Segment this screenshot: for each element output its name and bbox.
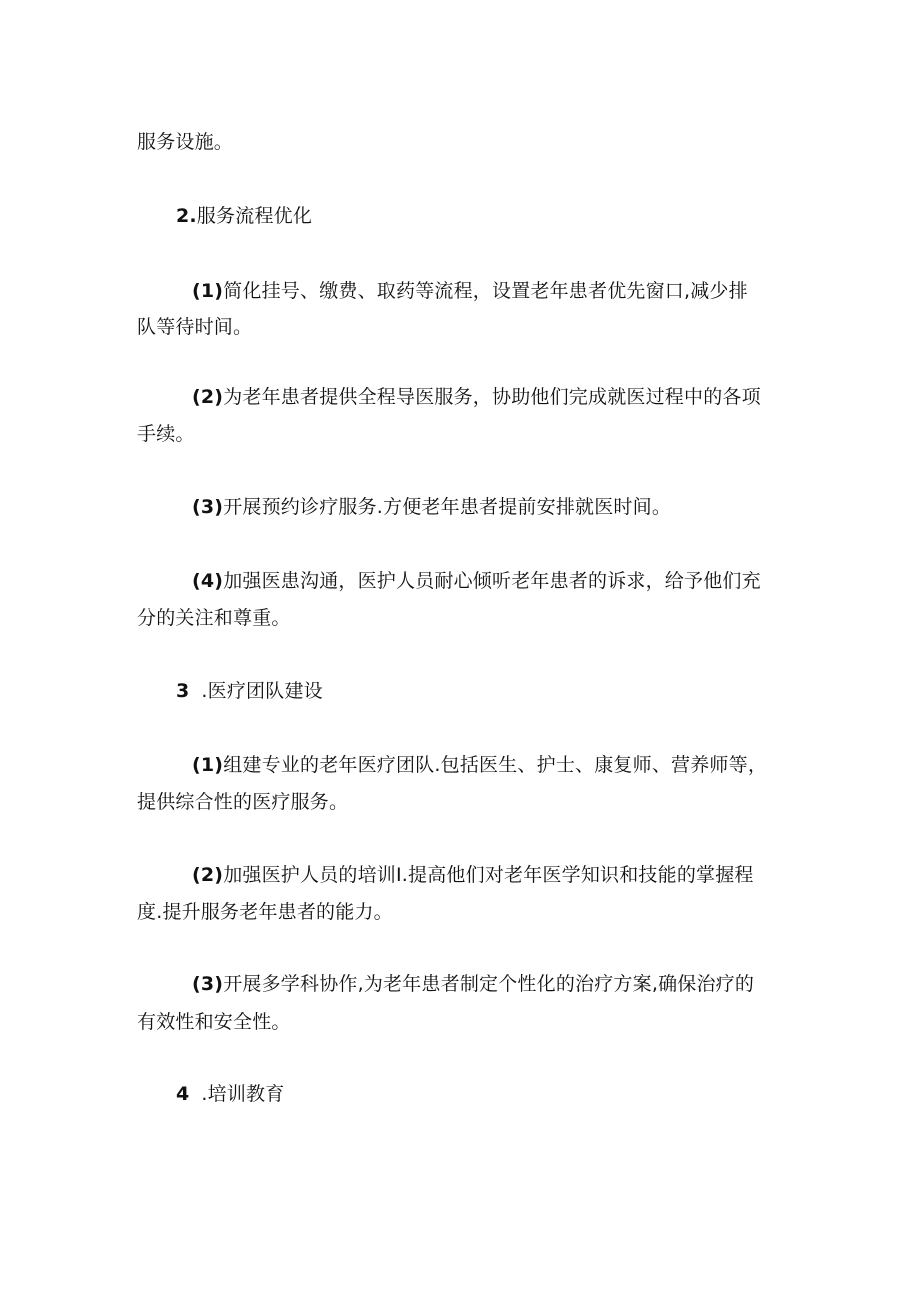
list-item-2-2-cont xyxy=(137,422,195,446)
line-text: 加强医护人员的培训I.提高他们对老年医学知识和技能的掌握程 xyxy=(223,864,754,886)
list-item-3-3 xyxy=(192,972,754,996)
list-item-2-1 xyxy=(192,279,748,303)
line-text: 简化挂号、缴费、取药等流程，设置老年患者优先窗口,减少排 xyxy=(223,280,748,302)
line-text: 提供综合性的医疗服务。 xyxy=(137,791,349,813)
list-item-2-3 xyxy=(192,495,671,519)
list-item-2-4-cont xyxy=(137,606,291,630)
item-number: (3) xyxy=(192,496,224,518)
line-text: 分的关注和尊重。 xyxy=(137,607,291,629)
list-item-3-3-cont xyxy=(137,1010,291,1034)
item-number: (2) xyxy=(192,386,224,408)
paragraph-continuation xyxy=(137,130,233,154)
list-item-2-2 xyxy=(192,385,761,409)
section-title: .培训教育 xyxy=(201,1083,285,1105)
list-item-3-2 xyxy=(192,863,754,887)
item-number: (4) xyxy=(192,570,224,592)
line-text: 为老年患者提供全程导医服务，协助他们完成就医过程中的各项 xyxy=(223,386,761,408)
line-text: 队等待时间。 xyxy=(137,316,253,338)
list-item-2-1-cont xyxy=(137,315,252,339)
section-number: 3 xyxy=(176,680,190,702)
line-text: 加强医患沟通，医护人员耐心倾听老年患者的诉求，给予他们充 xyxy=(223,570,761,592)
item-number: (1) xyxy=(192,754,224,776)
line-text: 服务设施。 xyxy=(137,131,234,153)
item-number: (1) xyxy=(192,280,224,302)
section-title: .医疗团队建设 xyxy=(201,680,323,702)
list-item-3-2-cont xyxy=(137,900,393,924)
section-heading-2 xyxy=(176,204,312,228)
line-text: 组建专业的老年医疗团队.包括医生、护士、康复师、营养师等， xyxy=(223,754,768,776)
section-number: 2. xyxy=(176,205,197,227)
list-item-3-1-cont xyxy=(137,790,348,814)
section-heading-4 xyxy=(176,1082,284,1106)
list-item-3-1 xyxy=(192,753,767,777)
section-title: 服务流程优化 xyxy=(196,205,313,227)
line-text: 开展预约诊疗服务.方便老年患者提前安排就医时间。 xyxy=(223,496,672,518)
item-number: (2) xyxy=(192,864,224,886)
line-text: 有效性和安全性。 xyxy=(137,1011,291,1033)
section-heading-3 xyxy=(176,679,323,703)
line-text: 开展多学科协作,为老年患者制定个性化的治疗方案,确保治疗的 xyxy=(223,973,755,995)
line-text: 手续。 xyxy=(137,423,195,445)
item-number: (3) xyxy=(192,973,224,995)
section-number: 4 xyxy=(176,1083,190,1105)
list-item-2-4 xyxy=(192,569,761,593)
line-text: 度.提升服务老年患者的能力。 xyxy=(137,901,393,923)
